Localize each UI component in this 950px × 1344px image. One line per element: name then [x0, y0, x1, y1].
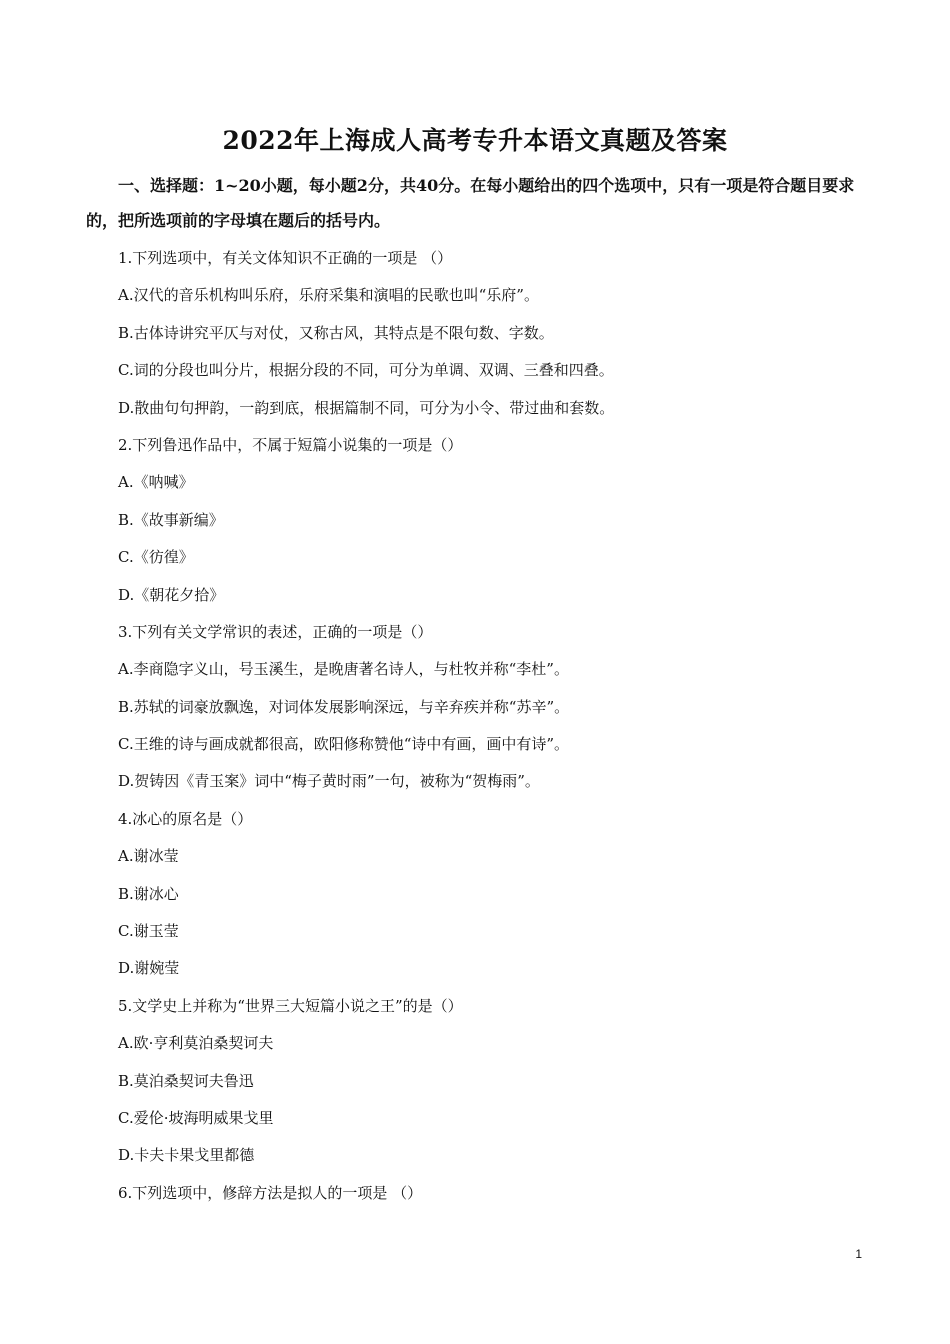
- answer-option: C.词的分段也叫分片，根据分段的不同，可分为单调、双调、三叠和四叠。: [118, 361, 614, 380]
- answer-option: A.谢冰莹: [118, 847, 179, 866]
- page-number: 1: [855, 1247, 862, 1261]
- answer-option: D.贺铸因《青玉案》词中“梅子黄时雨”一句，被称为“贺梅雨”。: [118, 772, 540, 791]
- answer-option: D.谢婉莹: [118, 959, 180, 978]
- answer-option: A.欧·亨利莫泊桑契诃夫: [118, 1034, 274, 1053]
- question-stem: 1.下列选项中，有关文体知识不正确的一项是 （）: [118, 249, 453, 267]
- question-stem: 6.下列选项中，修辞方法是拟人的一项是 （）: [118, 1183, 423, 1202]
- question-list: [118, 240, 878, 1212]
- answer-option: B.古体诗讲究平仄与对仗，又称古风，其特点是不限句数、字数。: [118, 323, 554, 342]
- answer-option: D.散曲句句押韵，一韵到底，根据篇制不同，可分为小令、带过曲和套数。: [118, 398, 615, 417]
- question-stem: 2.下列鲁迅作品中，不属于短篇小说集的一项是（）: [118, 435, 463, 454]
- answer-option: C.谢玉莹: [118, 922, 179, 941]
- answer-option: D.卡夫卡果戈里都德: [118, 1146, 255, 1165]
- answer-option: D.《朝花夕拾》: [118, 585, 225, 604]
- answer-option: B.莫泊桑契诃夫鲁迅: [118, 1071, 254, 1090]
- answer-option: B.苏轼的词豪放飘逸，对词体发展影响深远，与辛弃疾并称“苏辛”。: [118, 697, 570, 716]
- answer-option: C.王维的诗与画成就都很高，欧阳修称赞他“诗中有画，画中有诗”。: [118, 735, 570, 754]
- section-instruction: 一、选择题：1~20小题，每小题2分，共40分。在每小题给出的四个选项中，只有一项是符合题目要求的，把所选项前的字母填在题后的括号内。: [86, 176, 855, 230]
- answer-option: B.《故事新编》: [118, 510, 224, 529]
- question-stem: 4.冰心的原名是（）: [118, 809, 253, 828]
- answer-option: A.汉代的音乐机构叫乐府，乐府采集和演唱的民歌也叫“乐府”。: [118, 286, 539, 305]
- answer-option: B.谢冰心: [118, 884, 179, 903]
- question-stem: 3.下列有关文学常识的表述，正确的一项是（）: [118, 622, 433, 641]
- question-stem: 5.文学史上并称为“世界三大短篇小说之王”的是（）: [118, 996, 463, 1015]
- answer-option: C.《彷徨》: [118, 548, 194, 567]
- answer-option: C.爱伦·坡海明威果戈里: [118, 1108, 274, 1127]
- answer-option: A.《呐喊》: [118, 473, 194, 492]
- answer-option: A.李商隐字义山，号玉溪生，是晚唐著名诗人，与杜牧并称“李杜”。: [118, 660, 569, 679]
- page-title: 2022年上海成人高考专升本语文真题及答案: [222, 126, 728, 155]
